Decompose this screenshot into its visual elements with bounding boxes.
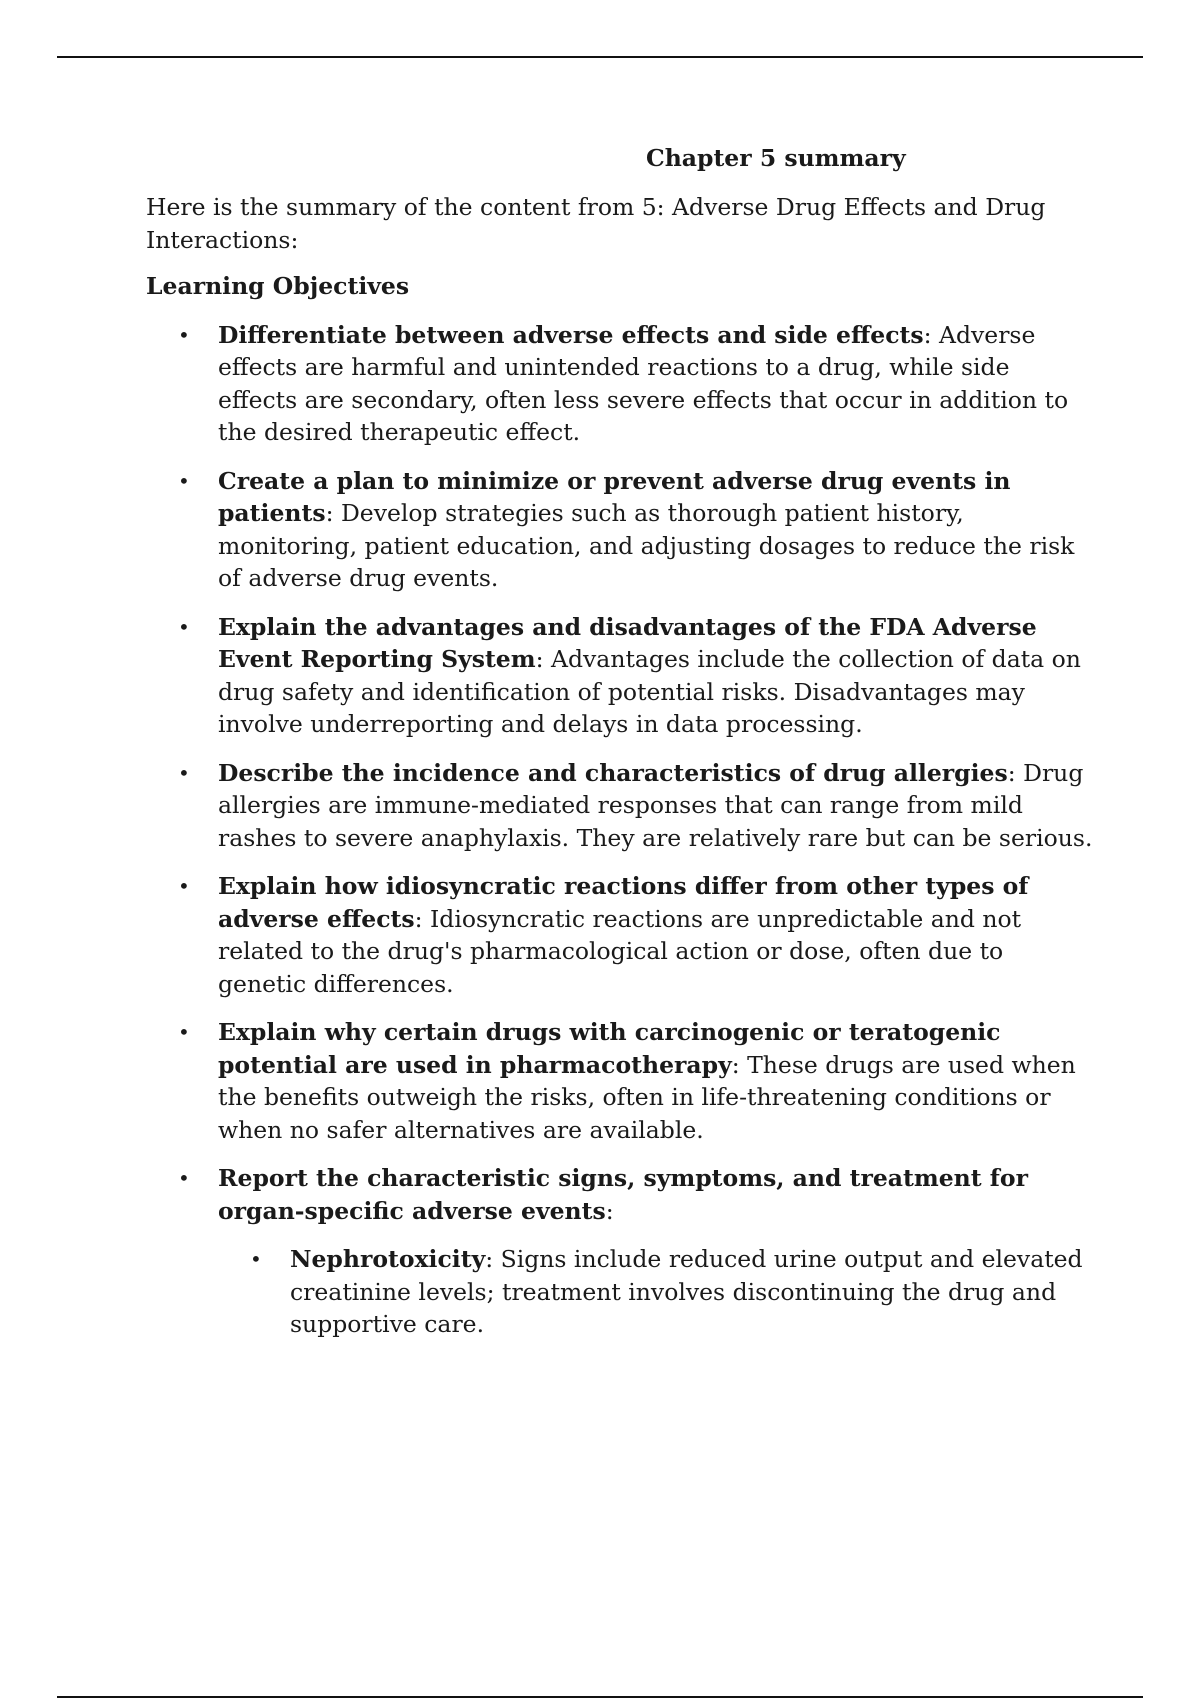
objective-term: Explain why certain drugs with carcinogenic or teratogenic potential are used in pharmacotherapy [218, 1018, 1001, 1079]
objective-text: : Advantages include the collection of data on drug safety and identification of potential risks. Disadvantages may involve underreporting and delays in data processing. [218, 645, 1081, 738]
objective-text: : [605, 1196, 614, 1225]
list-item [146, 870, 1096, 1000]
objective-term: Report the characteristic signs, symptoms, and treatment for organ-specific adverse events [218, 1164, 1028, 1225]
objective-term: Create a plan to minimize or prevent adverse drug events in patients [218, 466, 1011, 527]
bullet-icon: • [250, 1247, 262, 1271]
bullet-icon: • [178, 1020, 190, 1044]
page-bottom-rule [57, 1696, 1143, 1698]
bullet-icon: • [178, 614, 190, 639]
sub-list-item [218, 1243, 1096, 1341]
objectives-list [146, 319, 1096, 1341]
objective-text: : Drug allergies are immune-mediated responses that can range from mild rashes to severe anaphylaxis. They are relatively rare but can be serious. [218, 758, 1093, 852]
objective-term: Explain the advantages and disadvantages of the FDA Adverse Event Reporting System [218, 612, 1037, 673]
list-item [146, 1162, 1096, 1341]
list-item [146, 611, 1096, 741]
bullet-icon: • [178, 468, 190, 493]
objective-text: : Idiosyncratic reactions are unpredictable and not related to the drug's pharmacological action or dose, often due to genetic differences. [218, 904, 1022, 998]
objective-term: Explain how idiosyncratic reactions differ from other types of adverse effects [218, 872, 1029, 933]
sub-list [218, 1243, 1096, 1341]
intro-paragraph: Here is the summary of the content from 5: Adverse Drug Effects and Drug Interactions: [146, 193, 1046, 254]
sub-term: Nephrotoxicity [290, 1245, 486, 1273]
objective-text: : Develop strategies such as thorough patient history, monitoring, patient education, and adjusting dosages to reduce the risk of adverse drug events. [218, 499, 1075, 592]
objective-text: : These drugs are used when the benefits outweigh the risks, often in life-threatening conditions or when no safer alternatives are available. [218, 1050, 1076, 1144]
section-heading: Learning Objectives [146, 272, 410, 300]
sub-text: : Signs include reduced urine output and elevated creatinine levels; treatment involves discontinuing the drug and supportive care. [290, 1245, 1083, 1338]
page-top-rule [57, 56, 1143, 58]
list-item [146, 757, 1096, 855]
list-item [146, 319, 1096, 449]
list-item [146, 465, 1096, 595]
objective-term: Differentiate between adverse effects and side effects [218, 320, 924, 349]
bullet-icon: • [178, 1166, 190, 1190]
bullet-icon: • [178, 322, 190, 347]
document-body [146, 141, 1096, 1357]
page-title: Chapter 5 summary [646, 144, 906, 172]
objective-term: Describe the incidence and characteristics of drug allergies [218, 758, 1008, 787]
bullet-icon: • [178, 760, 190, 785]
objective-text: : Adverse effects are harmful and unintended reactions to a drug, while side effects are secondary, often less severe effects that occur in addition to the desired therapeutic effect. [218, 320, 1069, 446]
list-item [146, 1016, 1096, 1146]
bullet-icon: • [178, 874, 190, 898]
